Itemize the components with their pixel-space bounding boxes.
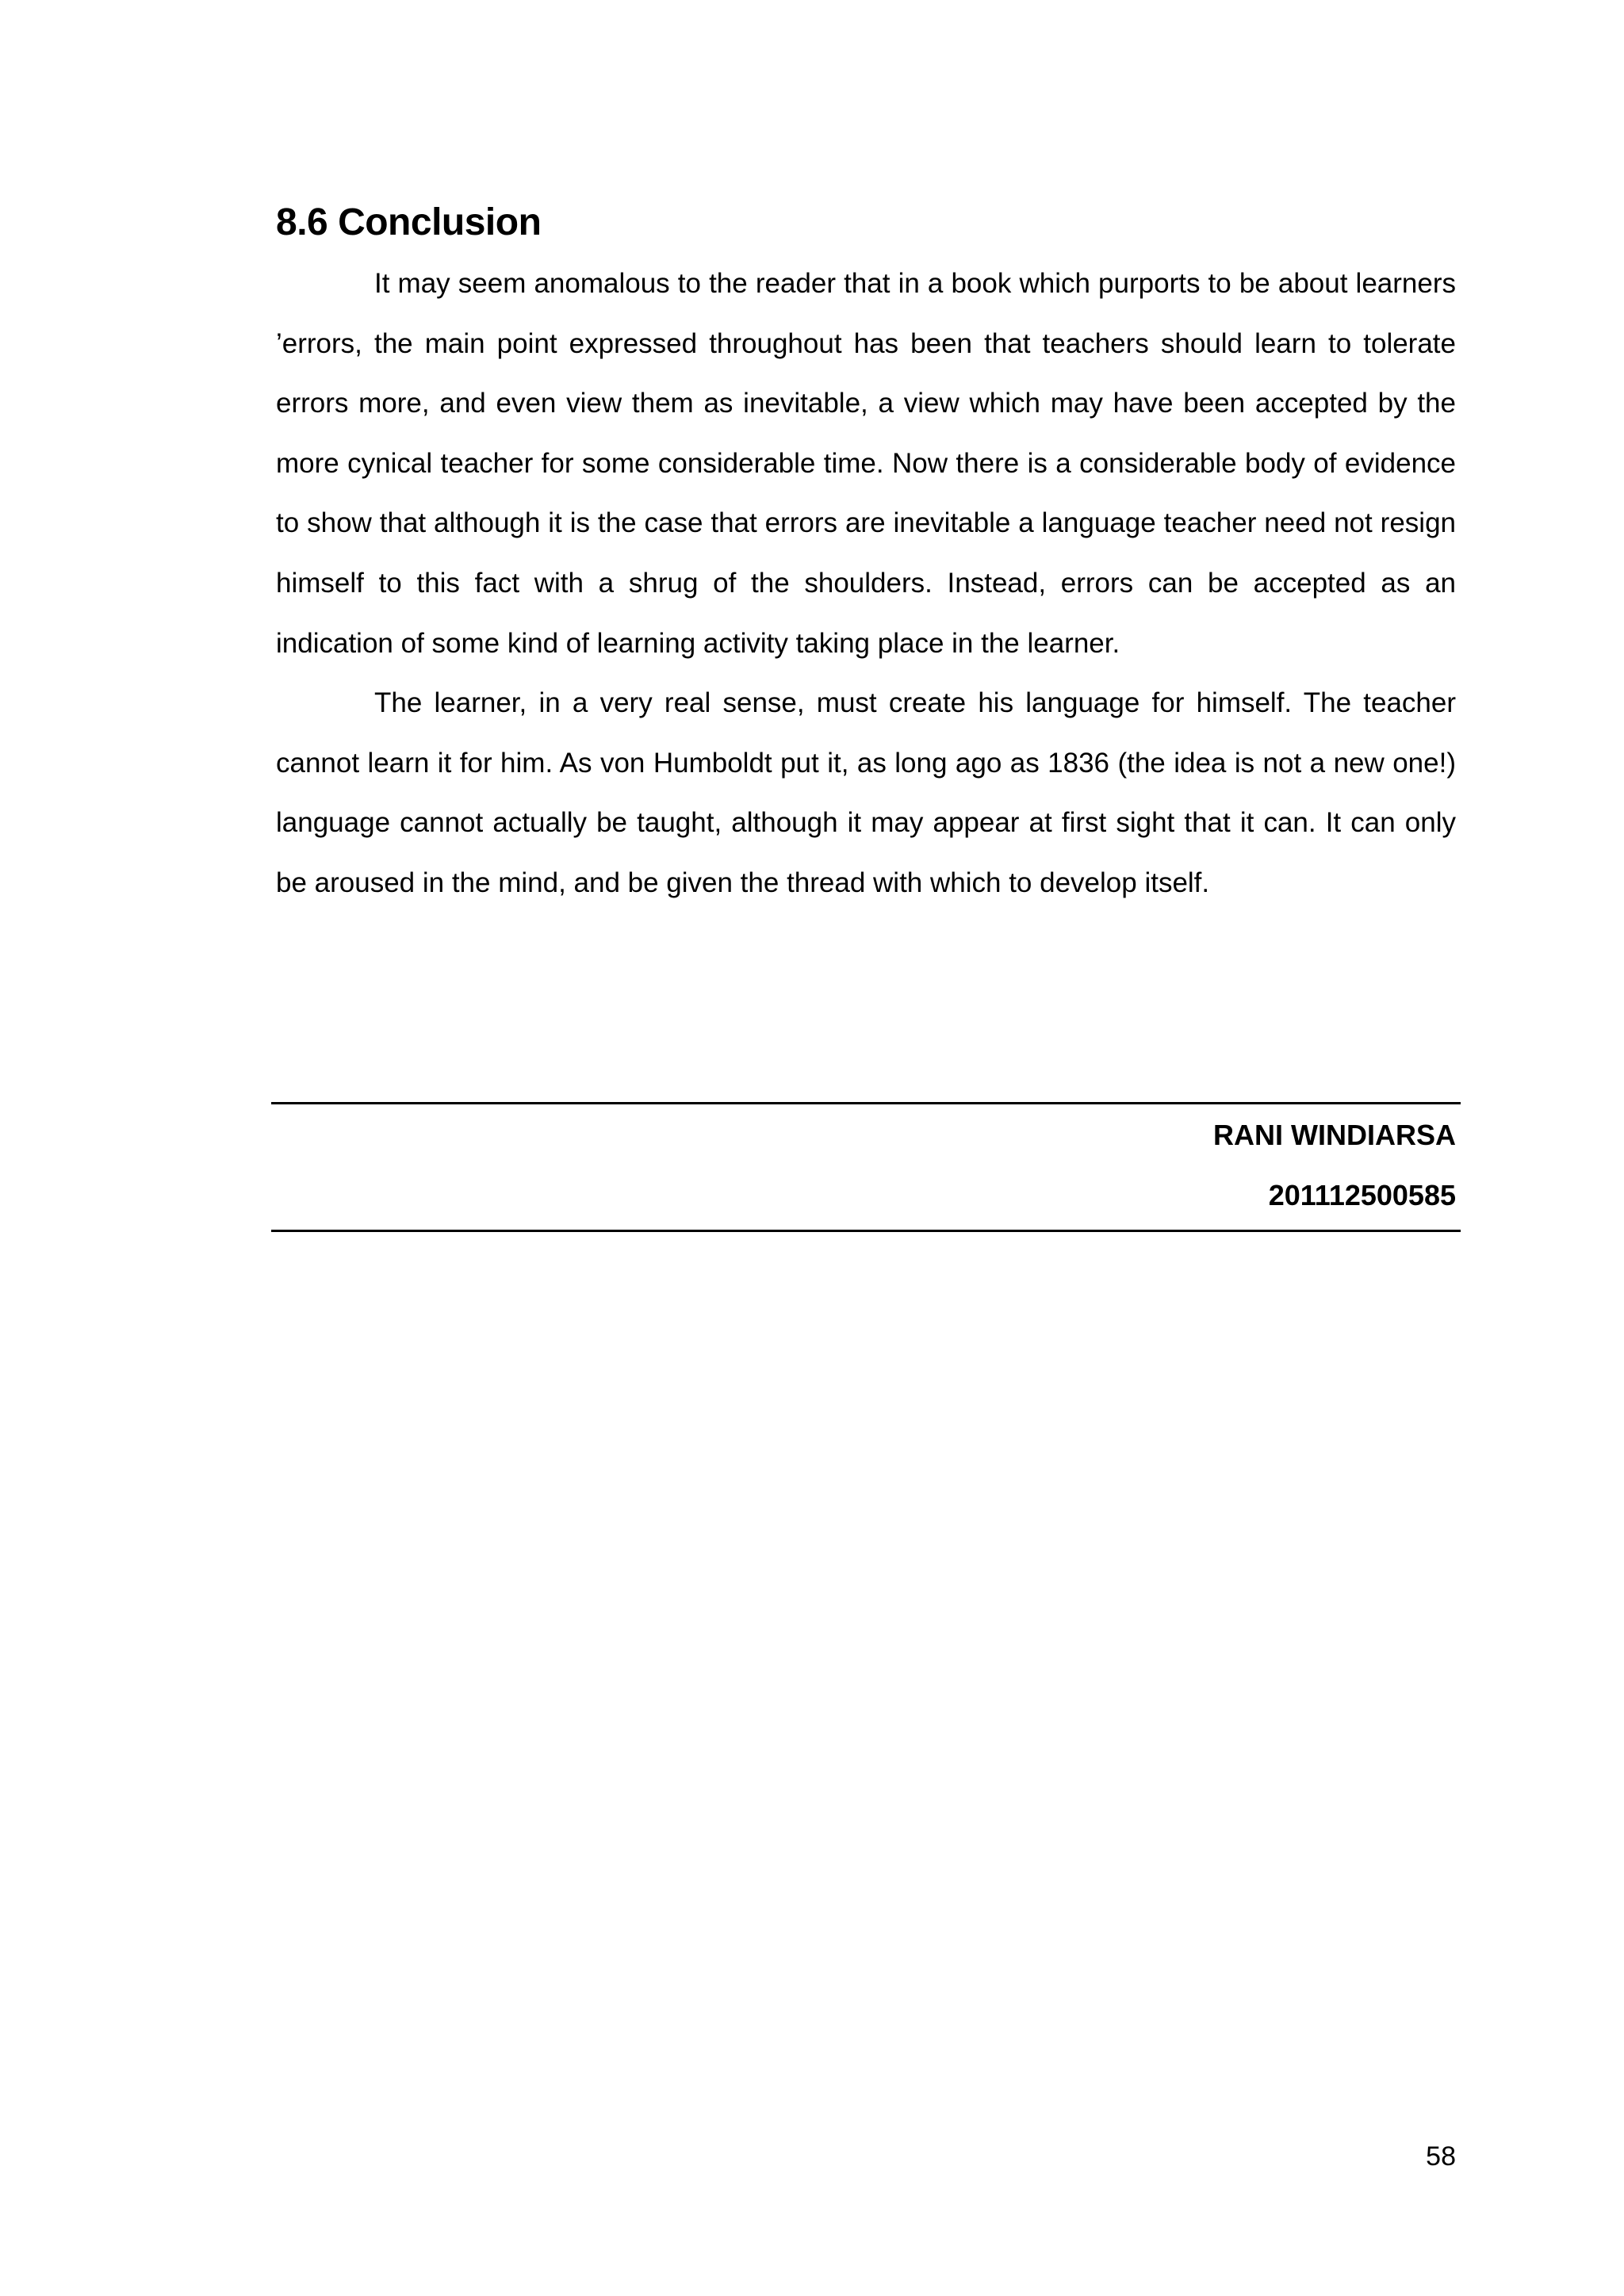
divider-top bbox=[271, 1102, 1461, 1104]
author-id: 201112500585 bbox=[1268, 1179, 1456, 1211]
section-heading: 8.6 Conclusion bbox=[276, 201, 542, 243]
body-text bbox=[276, 254, 1456, 913]
paragraph-1: It may seem anomalous to the reader that in a book which purports to be about learners ’errors, the main point expressed throughout has been that teachers should learn to tolerate errors more, and even view them as inevitable, a view which may have been accepted by the more cynical teacher for some considerable time. Now there is a considerable body of evidence to show that although it is the case that errors are inevitable a language teacher need not resign himself to this fact with a shrug of the shoulders. Instead, errors can be accepted as an indication of some kind of learning activity taking place in the learner. bbox=[276, 268, 1456, 659]
author-name: RANI WINDIARSA bbox=[1213, 1119, 1456, 1151]
divider-bottom bbox=[271, 1230, 1461, 1232]
page-number: 58 bbox=[1426, 2141, 1456, 2172]
author-block bbox=[872, 1105, 1456, 1226]
paragraph-2: The learner, in a very real sense, must create his language for himself. The teacher cannot learn it for him. As von Humboldt put it, as long ago as 1836 (the idea is not a new one!) language cannot actually be taught, although it may appear at first sight that it can. It can only be aroused in the mind, and be given the thread with which to develop itself. bbox=[276, 687, 1456, 898]
